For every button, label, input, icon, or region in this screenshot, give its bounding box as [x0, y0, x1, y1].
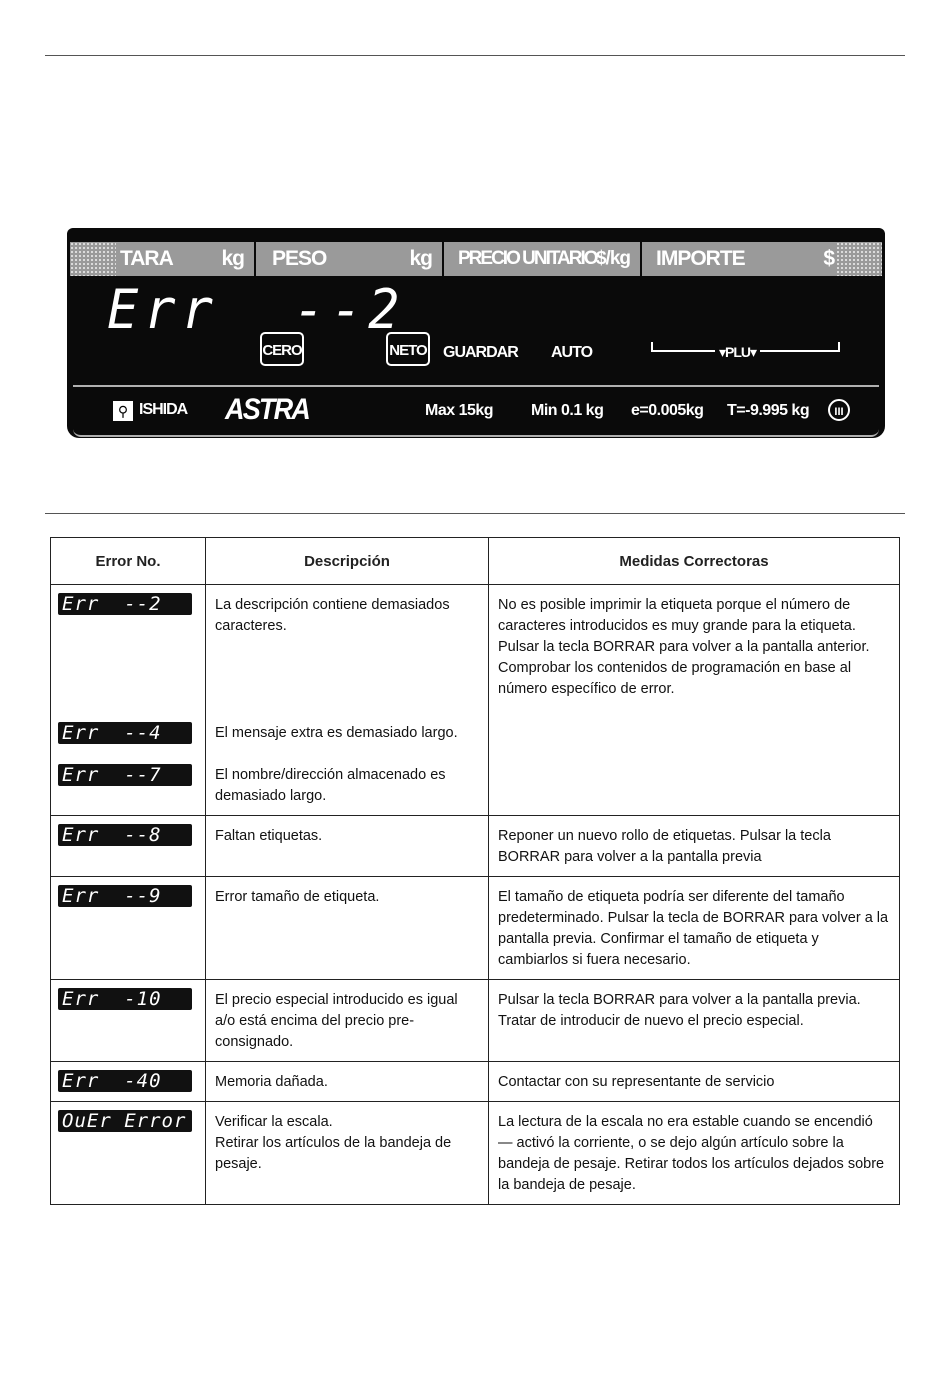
error-table	[50, 537, 900, 1205]
auto-indicator: AUTO	[551, 344, 593, 361]
accuracy-class-icon: III	[828, 399, 850, 421]
header-descripcion: Descripción	[206, 538, 489, 585]
tara-field	[116, 242, 256, 276]
fix-cell: Reponer un nuevo rollo de etiquetas. Pulsar la tecla BORRAR para volver a la pantalla previa	[489, 816, 900, 877]
brand-name: ISHIDA	[139, 401, 188, 418]
plu-indicator: ▾PLU▾	[715, 344, 760, 361]
lcd-code: Err --2	[58, 593, 192, 615]
lcd-code: Err --9	[58, 885, 192, 907]
spec-tare: T=-9.995 kg	[727, 402, 810, 419]
error-code-cell	[51, 585, 206, 816]
error-code-cell	[51, 1102, 206, 1205]
table-row	[51, 1062, 900, 1102]
lcd-code: Err -40	[58, 1070, 192, 1092]
spec-max: Max 15kg	[425, 402, 494, 419]
importe-field	[642, 242, 836, 276]
description-cell: Faltan etiquetas.	[206, 816, 489, 877]
table-row	[51, 980, 900, 1062]
description-cell	[206, 1102, 489, 1205]
error-code-cell	[51, 816, 206, 877]
fix-cell: Pulsar la tecla BORRAR para volver a la pantalla previa. Tratar de introducir de nuevo el precio especial.	[489, 980, 900, 1062]
fix-cell: El tamaño de etiqueta podría ser diferente del tamaño predeterminado. Pulsar la tecla de BORRAR para volver a la pantalla previa. Confirmar el tamaño de etiqueta y cambiarlos si fuera necesario.	[489, 877, 900, 980]
lcd-code: Err --4	[58, 722, 192, 744]
table-header-row	[51, 538, 900, 585]
table-row	[51, 1102, 900, 1205]
desc-text: El nombre/dirección almacenado es demasiado largo.	[215, 767, 446, 804]
display-footer	[73, 385, 879, 437]
fix-cell	[489, 585, 900, 816]
lcd-code: OuEr Error	[58, 1110, 192, 1132]
spec-e: e=0.005kg	[631, 402, 704, 419]
error-code-cell	[51, 1062, 206, 1102]
desc-text: Retirar los artículos de la bandeja de pesaje.	[215, 1135, 452, 1172]
importe-label: IMPORTE	[656, 247, 745, 270]
peso-field	[256, 242, 444, 276]
spec-min: Min 0.1 kg	[531, 402, 604, 419]
lcd-code: Err --7	[58, 764, 192, 786]
header-medidas: Medidas Correctoras	[489, 538, 900, 585]
table-row	[51, 877, 900, 980]
peso-unit: kg	[409, 247, 432, 270]
cero-indicator: CERO	[260, 332, 304, 366]
tara-unit: kg	[221, 247, 244, 270]
description-cell: Error tamaño de etiqueta.	[206, 877, 489, 980]
lcd-code: Err -10	[58, 988, 192, 1010]
guardar-indicator: GUARDAR	[443, 344, 518, 361]
description-cell: Memoria dañada.	[206, 1062, 489, 1102]
spacer	[58, 744, 199, 764]
dot-pattern	[836, 242, 882, 276]
table-row	[51, 816, 900, 877]
precio-unit: $/kg	[595, 248, 630, 269]
description-cell	[206, 585, 489, 816]
desc-text: El mensaje extra es demasiado largo.	[215, 725, 458, 741]
section-rule	[45, 513, 905, 514]
fix-cell: Contactar con su representante de servicio	[489, 1062, 900, 1102]
display-header	[70, 242, 882, 276]
header-error-no: Error No.	[51, 538, 206, 585]
scale-display-panel	[67, 228, 885, 438]
precio-field	[444, 242, 642, 276]
desc-text: Verificar la escala.	[215, 1114, 333, 1130]
desc-text: La descripción contiene demasiados caracteres.	[215, 597, 450, 634]
ishida-logo-icon: ⚲	[113, 401, 133, 421]
model-name: ASTRA	[225, 393, 310, 426]
importe-unit: $	[823, 247, 834, 270]
error-code-cell	[51, 980, 206, 1062]
spacer	[58, 615, 199, 722]
tara-label: TARA	[120, 247, 173, 270]
lcd-code: Err --8	[58, 824, 192, 846]
error-code-cell	[51, 877, 206, 980]
neto-indicator: NETO	[386, 332, 430, 366]
fix-cell: La lectura de la escala no era estable cuando se encendió — activó la corriente, o se dejo algún artículo sobre la bandeja de pesaje. Retirar todos los artículos dejados sobre la bandeja de pesaje.	[489, 1102, 900, 1205]
precio-label: PRECIO UNITARIO	[458, 248, 597, 269]
top-rule	[45, 55, 905, 56]
dot-pattern	[70, 242, 116, 276]
fix-text: No es posible imprimir la etiqueta porque el número de caracteres introducidos es muy grande para la etiqueta. Pulsar la tecla BORRAR para volver a la pantalla anterior. Comprobar los contenidos de programación en base al número específico de error.	[498, 597, 870, 697]
table-row	[51, 585, 900, 816]
peso-label: PESO	[272, 247, 327, 270]
error-readout: Err --2	[107, 278, 406, 342]
description-cell: El precio especial introducido es igual a/o está encima del precio pre-consignado.	[206, 980, 489, 1062]
